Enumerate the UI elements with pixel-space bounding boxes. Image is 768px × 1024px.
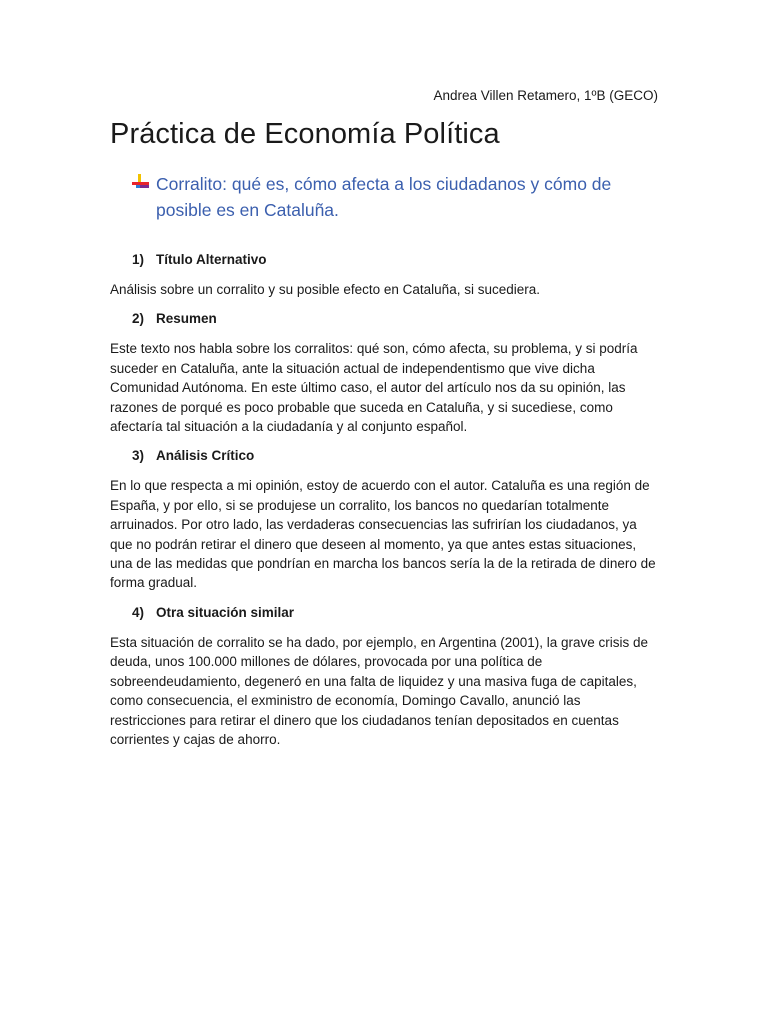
section-paragraph: En lo que respecta a mi opinión, estoy de acuerdo con el autor. Cataluña es una región de España, y por ello, si se produjese un corralito, los bancos no quedarían totalmente arruinados. Por otro lado, las verdaderas consecuencias las sufrirían los ciudadanos, ya que no podrán retirar el dinero que deseen al momento, ya que antes estas situaciones, una de las medidas que pondrían en marcha los bancos sería la de la retirada de dinero de forma gradual.: [110, 478, 656, 591]
document-title: Práctica de Economía Política: [110, 118, 500, 150]
section-number: 4): [132, 604, 145, 620]
section-heading-text: Título Alternativo: [156, 252, 267, 267]
section-heading-text: Otra situación similar: [156, 604, 295, 620]
section-number: 3): [132, 448, 145, 464]
section-heading-titulo-alternativo: [132, 250, 660, 270]
section-number: 1): [132, 252, 145, 267]
document-body: [110, 250, 660, 749]
subtitle-block: [130, 171, 650, 223]
section-heading-analisis-critico: [132, 446, 660, 466]
section-paragraph: Esta situación de corralito se ha dado, por ejemplo, en Argentina (2001), la grave crisis de deuda, unos 100.000 millones de dólares, provocada por una política de sobreendeudamiento, degeneró en una falta de liquidez y una masiva fuga de capitales, como consecuencia, el exministro de economía, Domingo Cavallo, anunció las restricciones para retirar el dinero que los ciudadanos tenían depositados en cuentas corrientes y cajas de ahorro.: [110, 634, 649, 747]
author-line: Andrea Villen Retamero, 1ºB (GECO): [433, 88, 658, 103]
section-paragraph: Este texto nos habla sobre los corralitos: qué son, cómo afecta, su problema, y si podría suceder en Cataluña, ante la situación actual de independentismo que vive dicha Comunidad Autónoma. En este último caso, el autor del artículo nos da su opinión, las razones de porqué es poco probable que suceda en Cataluña, y si sucediese, como afectaría tal situación a la ciudadanía y al conjunto español.: [110, 341, 638, 435]
section-heading-resumen: [132, 309, 660, 329]
section-heading-text: Análisis Crítico: [156, 448, 255, 464]
section-number: 2): [132, 311, 145, 327]
section-paragraph: Análisis sobre un corralito y su posible efecto en Cataluña, si sucediera.: [110, 282, 540, 297]
section-heading-text: Resumen: [156, 311, 217, 327]
colorful-bullet-icon: [130, 173, 152, 193]
section-heading-otra-situacion: [132, 603, 660, 623]
subtitle: Corralito: qué es, cómo afecta a los ciudadanos y cómo de posible es en Cataluña.: [156, 174, 612, 220]
